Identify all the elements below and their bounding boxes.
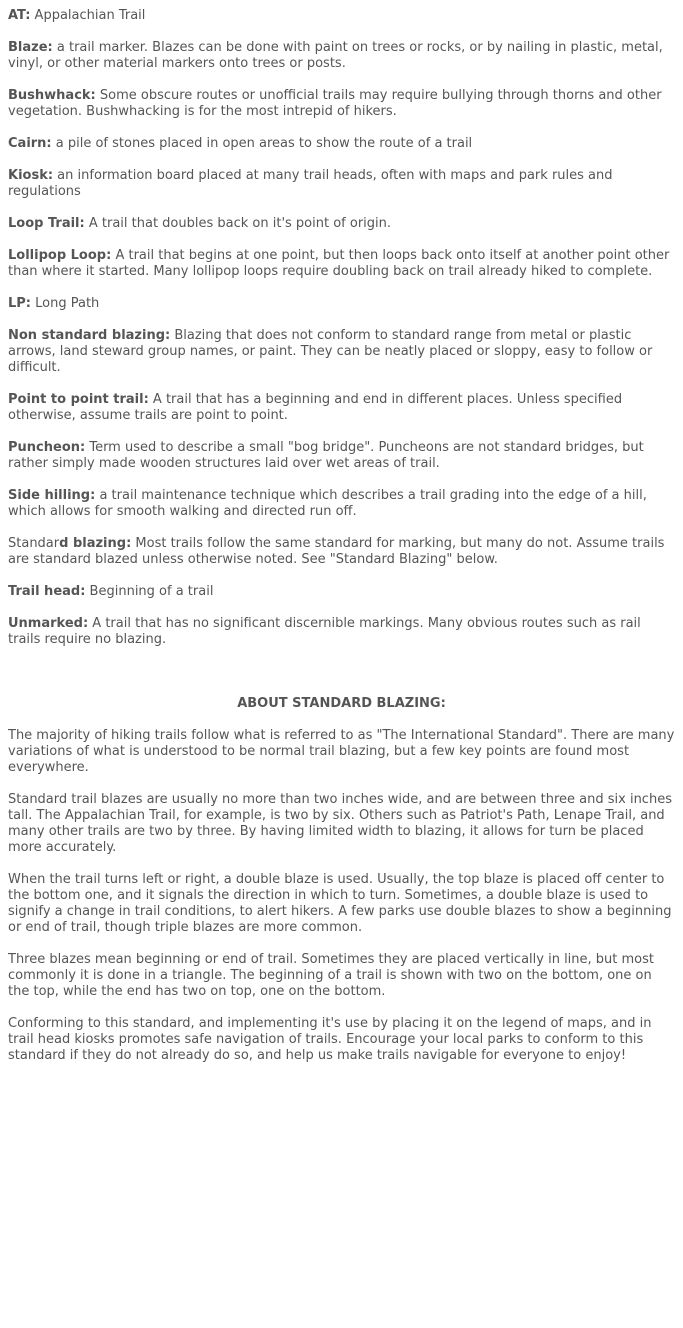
glossary-entry-blaze <box>8 40 675 72</box>
about-paragraph: Standard trail blazes are usually no more than two inches wide, and are between three and six inches tall. The Appalachian Trail, for example, is two by six. Others such as Patriot's Path, Lenape Trail, and many other trails are two by three. By having limited width to blazing, it allows for turn be placed more accurately. <box>8 792 672 855</box>
glossary-entry-standard-blazing <box>8 536 675 568</box>
glossary-definition: Beginning of a trail <box>85 584 214 599</box>
glossary-term: Lollipop Loop: <box>8 248 112 263</box>
glossary-entry-side-hilling <box>8 488 675 520</box>
glossary-definition: a trail maintenance technique which describes a trail grading into the edge of a hill, which allows for smooth walking and directed run off. <box>8 488 647 519</box>
glossary-definition: Most trails follow the same standard for marking, but many do not. Assume trails are standard blazed unless otherwise noted. See "Standard Blazing" below. <box>8 536 665 567</box>
glossary-term: d blazing: <box>59 536 132 551</box>
glossary-term: Blaze: <box>8 40 53 55</box>
glossary-entry-cairn <box>8 136 675 152</box>
glossary-entry-unmarked <box>8 616 675 648</box>
glossary-term: Point to point trail: <box>8 392 149 407</box>
glossary-entry-trail-head <box>8 584 675 600</box>
glossary-term: Non standard blazing: <box>8 328 171 343</box>
glossary-term: Loop Trail: <box>8 216 85 231</box>
glossary-definition: Some obscure routes or unofficial trails may require bullying through thorns and other vegetation. Bushwhacking is for the most intrepid of hikers. <box>8 88 662 119</box>
about-paragraph: The majority of hiking trails follow what is referred to as "The International Standard". There are many variations of what is understood to be normal trail blazing, but a few key points are found most everywhere. <box>8 728 675 775</box>
glossary-term: Puncheon: <box>8 440 86 455</box>
section-spacer <box>8 664 675 696</box>
glossary-entry-lp <box>8 296 675 312</box>
glossary-definition: a pile of stones placed in open areas to show the route of a trail <box>51 136 473 151</box>
glossary-term: Kiosk: <box>8 168 54 183</box>
glossary-entry-kiosk <box>8 168 675 200</box>
glossary-term: Side hilling: <box>8 488 96 503</box>
glossary-entry-point-to-point-trail <box>8 392 675 424</box>
glossary-definition: A trail that begins at one point, but then loops back onto itself at another point other than where it started. Many lollipop loops require doubling back on trail already hiked to complete. <box>8 248 670 279</box>
about-paragraph: When the trail turns left or right, a double blaze is used. Usually, the top blaze is placed off center to the bottom one, and it signals the direction in which to turn. Sometimes, a double blaze is used to signify a change in trail conditions, to alert hikers. A few parks use double blazes to show a beginning or end of trail, though triple blazes are more common. <box>8 872 672 935</box>
glossary-entry-lollipop-loop <box>8 248 675 280</box>
glossary-term: Trail head: <box>8 584 86 599</box>
glossary-term: Bushwhack: <box>8 88 96 103</box>
glossary-entry-bushwhack <box>8 88 675 120</box>
glossary-term: LP: <box>8 296 32 311</box>
about-paragraph: Conforming to this standard, and implementing it's use by placing it on the legend of maps, and in trail head kiosks promotes safe navigation of trails. Encourage your local parks to conform to this standard if they do not already do so, and help us make trails navigable for everyone to enjoy! <box>8 1016 652 1063</box>
glossary-definition: Blazing that does not conform to standard range from metal or plastic arrows, land steward group names, or paint. They can be neatly placed or sloppy, easy to follow or difficult. <box>8 328 653 375</box>
glossary-definition: A trail that has no significant discernible markings. Many obvious routes such as rail trails require no blazing. <box>8 616 641 647</box>
glossary-term: Unmarked: <box>8 616 89 631</box>
glossary-term: Cairn: <box>8 136 52 151</box>
section-title-about-standard-blazing: ABOUT STANDARD BLAZING: <box>237 696 446 711</box>
glossary-entry-loop-trail <box>8 216 675 232</box>
glossary-definition: A trail that doubles back on it's point of origin. <box>84 216 392 231</box>
about-paragraph: Three blazes mean beginning or end of trail. Sometimes they are placed vertically in line, but most commonly it is done in a triangle. The beginning of a trail is shown with two on the bottom, one on the top, while the end has two on top, one on the bottom. <box>8 952 655 999</box>
glossary-definition: Long Path <box>31 296 100 311</box>
glossary-definition: Appalachian Trail <box>30 8 146 23</box>
glossary-term-prefix: Standar <box>8 536 60 551</box>
glossary-entry-non-standard-blazing <box>8 328 675 376</box>
glossary-definition: an information board placed at many trail heads, often with maps and park rules and regulations <box>8 168 613 199</box>
glossary-entry-puncheon <box>8 440 675 472</box>
glossary-definition: Term used to describe a small "bog bridge". Puncheons are not standard bridges, but rather simply made wooden structures laid over wet areas of trail. <box>8 440 644 471</box>
glossary-term: AT: <box>8 8 31 23</box>
glossary-entry-at <box>8 8 675 24</box>
glossary-definition: a trail marker. Blazes can be done with paint on trees or rocks, or by nailing in plastic, metal, vinyl, or other material markers onto trees or posts. <box>8 40 663 71</box>
glossary-definition: A trail that has a beginning and end in different places. Unless specified otherwise, assume trails are point to point. <box>8 392 623 423</box>
